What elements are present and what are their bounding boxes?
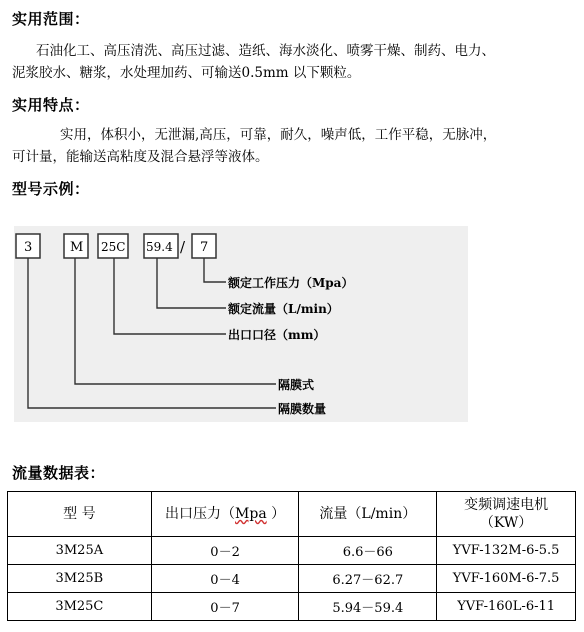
scope-text-line2: 泥浆胶水、糖浆，水处理加药、可输送0.5mm 以下颗粒。 [12, 65, 361, 81]
cell-model: 3M25A [8, 537, 152, 565]
flow-data-table [7, 491, 576, 621]
header-flow: 流量（L/min） [299, 492, 437, 537]
header-motor-line1: 变频调速电机 [464, 497, 549, 513]
header-outlet-pressure [151, 492, 299, 537]
cell-pressure: 0－2 [151, 537, 299, 565]
code-box-type [64, 234, 88, 258]
code-box-series-text: 3 [24, 240, 33, 255]
header-pressure-prefix: 出口压力（ [165, 506, 236, 522]
cell-pressure: 0－4 [151, 565, 299, 593]
code-box-flow [144, 234, 178, 258]
features-heading: 实用特点： [12, 96, 90, 114]
code-box-type-text: M [70, 240, 84, 255]
code-box-pressure-text: 7 [200, 240, 209, 255]
cell-model: 3M25B [8, 565, 152, 593]
scope-text-line1: 石油化工、高压清洗、高压过滤、造纸、海水淡化、喷雾干燥、制药、电力、 [36, 43, 495, 59]
cell-flow: 6.27－62.7 [299, 565, 437, 593]
label-rated-pressure: 额定工作压力（Mpa） [228, 276, 354, 290]
header-motor-line2: （KW） [479, 515, 533, 531]
features-text-line2: 可计量，能输送高粘度及混合悬浮等液体。 [12, 149, 269, 165]
table-row [8, 537, 576, 565]
code-slash: / [180, 238, 186, 256]
cell-model: 3M25C [8, 593, 152, 621]
code-box-series [16, 234, 40, 258]
header-pressure-suffix: ） [266, 506, 286, 522]
flow-table-heading: 流量数据表： [12, 464, 106, 482]
cell-motor: YVF-160L-6-11 [437, 593, 576, 621]
label-rated-flow: 额定流量（L/min） [228, 302, 339, 316]
features-text-line1: 实用，体积小，无泄漏,高压，可靠，耐久，噪声低，工作平稳，无脉冲， [60, 127, 497, 143]
cell-pressure: 0－7 [151, 593, 299, 621]
model-code-diagram [14, 226, 468, 422]
table-row [8, 593, 576, 621]
table-row [8, 565, 576, 593]
label-diaphragm-type: 隔膜式 [278, 378, 315, 392]
label-outlet-size: 出口口径（mm） [228, 328, 326, 342]
scope-heading: 实用范围： [12, 10, 90, 28]
header-pressure-unit: Mpa [235, 506, 267, 522]
cell-flow: 6.6－66 [299, 537, 437, 565]
cell-flow: 5.94－59.4 [299, 593, 437, 621]
code-box-flow-text: 59.4 [146, 240, 173, 254]
label-diaphragm-count: 隔膜数量 [278, 402, 327, 416]
header-motor [437, 492, 576, 537]
code-box-pressure [192, 234, 216, 258]
code-box-outlet-text: 25C [101, 240, 126, 254]
cell-motor: YVF-132M-6-5.5 [437, 537, 576, 565]
cell-motor: YVF-160M-6-7.5 [437, 565, 576, 593]
code-box-outlet [98, 234, 128, 258]
model-example-heading: 型号示例： [12, 180, 90, 198]
header-model: 型 号 [8, 492, 152, 537]
table-header-row [8, 492, 576, 537]
